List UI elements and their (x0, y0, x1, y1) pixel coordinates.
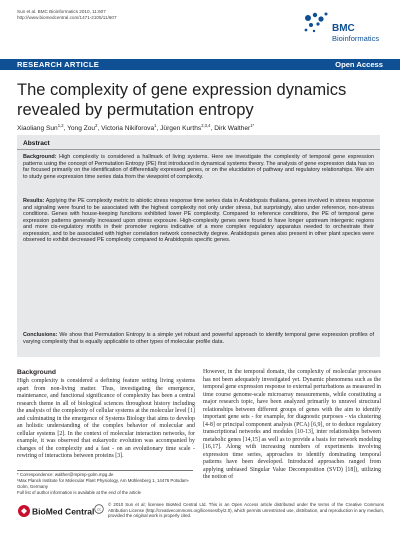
more-info-note: Full list of author information is available at the end of the article (17, 490, 141, 495)
creative-commons-icon (94, 504, 104, 514)
abstract-results-label: Results: (23, 198, 45, 204)
abstract-results-text: Applying the PE complexity metric to abiotic stress response time series data in Arabidopsis thaliana, genes involved in stress response and signaling were found to be associated with the highest complexity not only under stress, but surprisingly, also under reference, non-stress conditions. Genes with house-keeping functions exhibited lower PE complexity. Compared to reference conditions, the PE of temporal gene expression patterns generally increased upon stress exposure. High-complexity genes were found to have longer upstream intergenic regions and more cis-regulatory motifs in their promoter regions indicative of a more complex regulatory apparatus needed to orchestrate their expression, and to be associated with higher correlation network connectivity degree. Arabidopsis genes also present in other plant species were observed to exhibit decreased PE complexity compared to Arabidopsis specific genes. (23, 198, 374, 244)
abstract-heading: Abstract (23, 140, 50, 147)
copyright-notice: © 2010 Sun et al; licensee BioMed Central Ltd. This is an Open Access article distributed under the terms of the Creative Commons Attribution License (http://creativecommons.org/licenses/by/2.0), which permits unrestricted use, distribution, and reproduction in any medium, provided the original work is properly cited. (108, 502, 384, 518)
author-name[interactable]: Victoria Nikiforova (101, 125, 155, 133)
author-name[interactable]: Xiaoliang Sun (17, 125, 58, 133)
citation-header (17, 9, 117, 21)
body-right-column: However, in the temporal domain, the complexity of molecular processes has not been adequately investigated yet. Dynamic phenomena such as the temporal gene expression response to external perturbations as measured in time course genome-scale microarray measurements, while constituting a major research topic, have been analyzed primarily to unravel structural relationships between different groups of genes with the aim to identify important gene sets - for example, for diagnostic purposes - via clustering [4-8] or principal component analysis (PCA) [6,9], or to deduce regulatory transcriptional networks and modules [10-13], inter relationships between metabolic genes [14,15] as well as to provide a basis for network modeling [16,17]. Along with increasing numbers of experiments involving expression time series, approaches to identify dominating temporal patterns have been developed. Introduced approaches ranged from applying unbiased Singular Value Decomposition (SVD) [18]), utilizing the notion of (203, 369, 381, 481)
bmc-bioinformatics-logo (302, 10, 378, 50)
logo-bottom-text: Bioinformatics (332, 34, 380, 43)
footnote-divider (17, 470, 193, 471)
abstract-background-label: Background: (23, 154, 57, 160)
author-name[interactable]: Yong Zou (67, 125, 96, 133)
author-affiliation: 1,2 (57, 123, 64, 128)
svg-text:cc: cc (97, 506, 101, 512)
abstract-conclusions-label: Conclusions: (23, 332, 58, 338)
author-name[interactable]: Jürgen Kurths (160, 125, 202, 133)
author-affiliation: 2,3,4 (201, 123, 211, 128)
article-url-link[interactable]: http://www.biomedcentral.com/1471-2105/11/607 (17, 15, 117, 20)
author-affiliation: 1 (154, 123, 157, 128)
bmc-logo-text: BioMed Central (32, 506, 95, 517)
author-affiliation: 2 (95, 123, 98, 128)
body-left-column: High complexity is considered a defining feature setting living systems apart from non-living matter. Thus, investigating the emergence, maintenance, and functional significance of complexity has been a central research theme in all of biological sciences throughout history including the analysis of the complexity of cellular systems at the molecular level [1] and culminating in the emergence of Systems Biology that aims to develop an holistic understanding of the complex behavior of molecular and cellular systems [2]. In the context of molecular interaction networks, for example, it was observed that eukaryotic evolution was accompanied by changes of the complexity and a fast - on an evolutionary time scale - rewiring of interactions between proteins [3]. (17, 378, 195, 460)
article-title: The complexity of gene expression dynamics revealed by permutation entropy (17, 81, 347, 119)
section-heading-background: Background (17, 369, 57, 376)
author-name[interactable]: Dirk Walther (214, 125, 251, 133)
author-affiliation: 1* (250, 123, 255, 128)
open-access-label: Open Access (335, 60, 383, 69)
affiliation-note: ¹Max Planck Institute for Molecular Plant Physiology, Am Mühlenberg 1, 14476 Potsdam-Golm, Germany (17, 478, 190, 489)
abstract-background-text: High complexity is considered a hallmark of living systems. Here we investigate the complexity of temporal gene expression patterns using the concept of Permutation Entropy (PE) first introduced in dynamical systems theory. The analysis of gene expression data has so far focused primarily on the identification of differentially expressed genes, or on the elucidation of pathway and regulatory relationships. We aim to study gene expression time series data from the viewpoint of complexity. (23, 154, 374, 180)
article-type-label: RESEARCH ARTICLE (17, 60, 100, 69)
abstract-results (23, 198, 374, 244)
biomed-central-logo[interactable] (17, 503, 95, 519)
logo-top-text: BMC (332, 23, 355, 34)
abstract-conclusions-text: We show that Permutation Entropy is a simple yet robust and powerful approach to identify temporal gene expression profiles of varying complexity that is equally applicable to other types of molecular profile data. (23, 332, 374, 345)
abstract-background (23, 154, 374, 180)
abstract-divider (17, 149, 380, 150)
correspondence-note[interactable]: * Correspondence: walther@mpimp-golm.mpg.de (17, 472, 114, 477)
abstract-conclusions (23, 332, 374, 345)
author-list: Xiaoliang Sun$^{1,2}$, Yong Zou$^2$, Victoria Nikiforova$^1$, Jürgen Kurths$^{2,3,4}$, Dirk Walther$^{1*}$ (17, 123, 255, 133)
citation-line: Sun et al. BMC Bioinformatics 2010, 11:607 (17, 9, 106, 14)
